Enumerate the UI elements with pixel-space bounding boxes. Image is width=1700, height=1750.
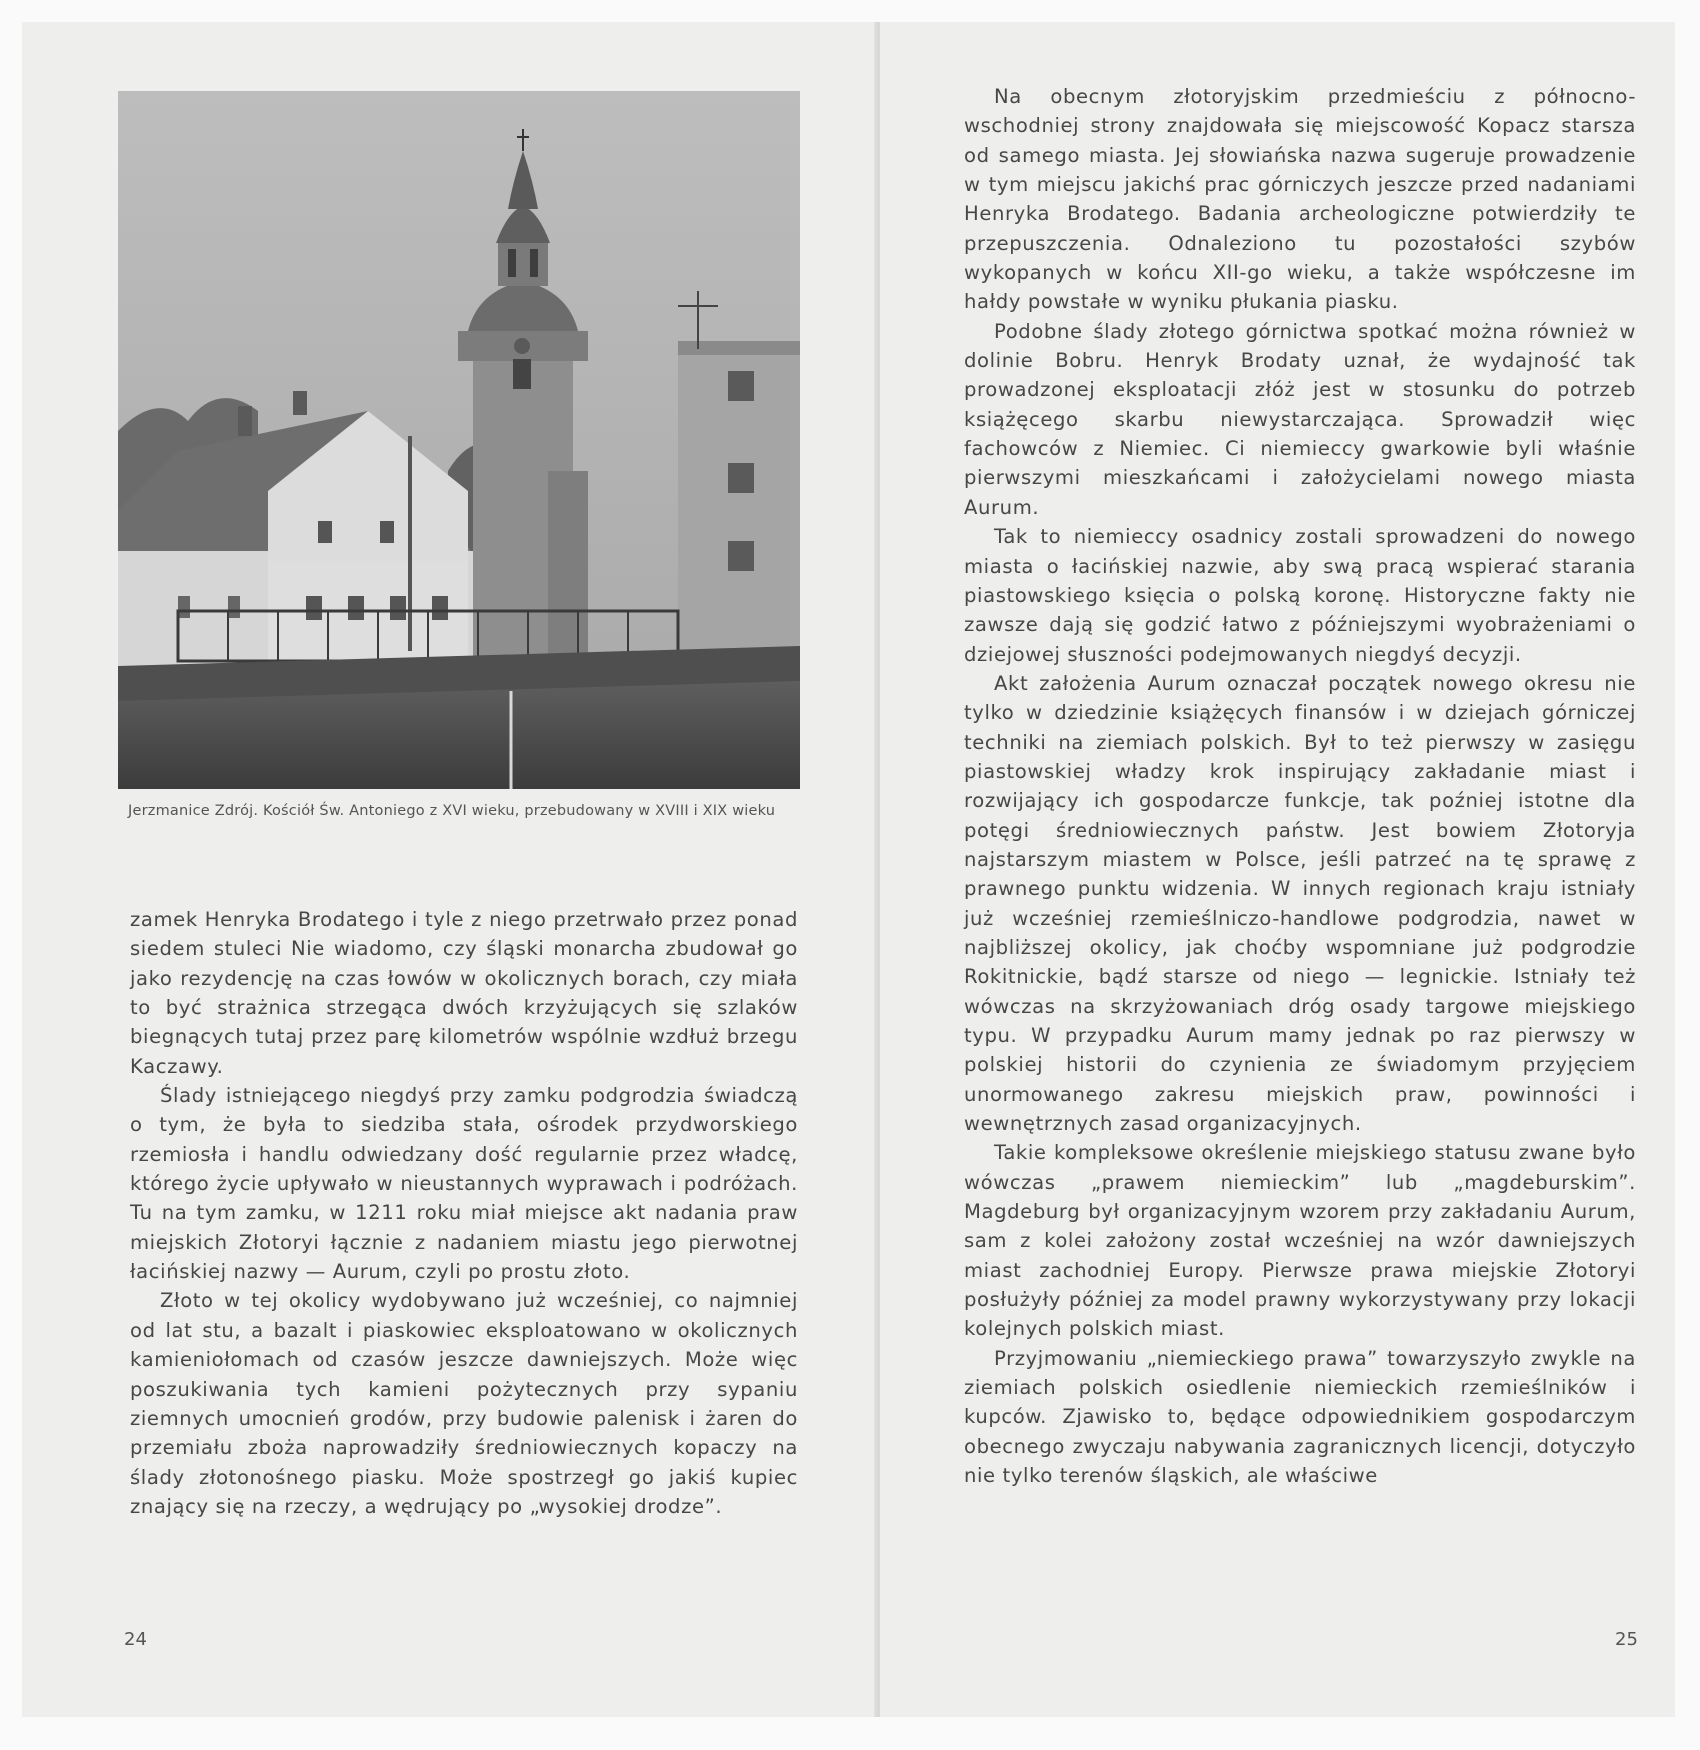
right-paragraph-2: Podobne ślady złotego górnictwa spotkać można również w dolinie Bobru. Henryk Brodaty uznał, że wydajność tak prowadzonej eksploatacji złóż jest w stosunku do potrzeb książęcego skarbu niewystarczająca. Sprowadził więc fachowców z Niemiec. Ci niemieccy gwarkowie byli właśnie pierwszymi mieszkańcami i założycielami nowego miasta Aurum. <box>964 319 1636 519</box>
right-paragraph-3: Tak to niemieccy osadnicy zostali sprowadzeni do nowego miasta o łacińskiej nazwie, aby swą pracą wspierać starania piastowskiego księcia o polską koronę. Historyczne fakty nie zawsze dają się godzić łatwo z późniejszymi wyobrażeniami o dziejowej słuszności podejmowanych niegdyś decyzji. <box>964 525 1636 666</box>
right-paragraph-4: Akt założenia Aurum oznaczał początek nowego okresu nie tylko w dziedzinie książęcych finansów i w dziejach górniczej techniki na ziemiach polskich. Był to też pierwszy w zasięgu piastowskiej władzy krok inspirujący zakładanie miast i rozwijający ich gospodarcze funkcje, tak poźniej istotne dla potęgi średniowiecznych państw. Jest bowiem Złotoryja najstarszym miastem w Polsce, jeśli patrzeć na tę sprawę z prawnego punktu widzenia. W innych regionach kraju istniały już wcześniej rzemieślniczo-handlowe podgrodzia, nawet w najbliższej okolicy, jak choćby wspomniane już podgrodzie Rokitnickie, bądź starsze od niego — legnickie. Istniały też wówczas na skrzyżowaniach dróg osady targowe miejskiego typu. W przypadku Aurum mamy jednak po raz pierwszy w polskiej historii do czynienia ze świadomym przyjęciem unormowanego zakresu miejskich praw, powinności i wewnętrznych zasad organizacyjnych. <box>964 671 1636 1136</box>
left-paragraph-3: Złoto w tej okolicy wydobywano już wcześniej, co najmniej od lat stu, a bazalt i piaskowiec eksploatowano w okolicznych kamieniołomach od czasów jeszcze dawniejszych. Może więc poszukiwania tych kamieni pożytecznych przy sypaniu ziemnych umocnień grodów, przy budowie palenisk i żaren do przemiału zboża naprowadziły średniowiecznych kopaczy na ślady złotonośnego piasku. Może spostrzegł go jakiś kupiec znający się na rzeczy, a wędrujący po „wysokiej drodze”. <box>130 1289 798 1518</box>
left-body-text <box>130 905 798 1521</box>
left-paragraph-1: zamek Henryka Brodatego i tyle z niego przetrwało przez ponad siedem stuleci Nie wiadomo, czy śląski monarcha zbudował go jako rezydencję na czas łowów w okolicznych borach, czy miała to być strażnica strzegąca dwóch krzyżujących się szlaków biegnących tutaj przez parę kilometrów wspólnie wzdłuż brzegu Kaczawy. <box>130 908 798 1078</box>
book-spread <box>22 22 1675 1717</box>
right-paragraph-1: Na obecnym złotoryjskim przedmieściu z północno-wschodniej strony znajdowała się miejscowość Kopacz starsza od samego miasta. Jej słowiańska nazwa sugeruje prowadzenie w tym miejscu jakichś prac górniczych jeszcze przed nadaniami Henryka Brodatego. Badania archeologiczne potwierdziły te przepuszczenia. Odnaleziono tu pozostałości szybów wykopanych w końcu XII-go wieku, a także współczesne im hałdy powstałe w wyniku płukania piasku. <box>964 85 1636 314</box>
left-page <box>22 22 877 1717</box>
photo-caption: Jerzmanice Zdrój. Kościół Św. Antoniego z XVI wieku, przebudowany w XVIII i XIX wieku <box>128 803 776 819</box>
church-photo <box>118 91 800 789</box>
page-number-left: 24 <box>124 1629 147 1650</box>
left-paragraph-2: Ślady istniejącego niegdyś przy zamku podgrodzia świadczą o tym, że była to siedziba stała, ośrodek przydworskiego rzemiosła i handlu odwiedzany dość regularnie przez władcę, którego życie upływało w nieustannych wyprawach i podróżach. Tu na tym zamku, w 1211 roku miał miejsce akt nadania praw miejskich Złotoryi łącznie z nadaniem miastu jego pierwotnej łacińskiej nazwy — Aurum, czyli po prostu złoto. <box>130 1084 798 1284</box>
right-body-text <box>964 82 1636 1491</box>
page-number-right: 25 <box>1615 1629 1638 1650</box>
right-paragraph-5: Takie kompleksowe określenie miejskiego statusu zwane było wówczas „prawem niemieckim” lub „magdeburskim”. Magdeburg był organizacyjnym wzorem przy zakładaniu Aurum, sam z kolei założony został wcześniej na wzór dawniejszych miast zachodniej Europy. Pierwsze prawa miejskie Złotoryi posłużyły później za model prawny wykorzystywany przy lokacji kolejnych polskich miast. <box>964 1141 1636 1341</box>
right-paragraph-6: Przyjmowaniu „niemieckiego prawa” towarzyszyło zwykle na ziemiach polskich osiedlenie niemieckich rzemieślników i kupców. Zjawisko to, będące odpowiednikiem gospodarczym obecnego zwyczaju nabywania zagranicznych licencji, dotyczyło nie tylko terenów śląskich, ale właściwe <box>964 1346 1636 1488</box>
right-page <box>880 22 1675 1717</box>
